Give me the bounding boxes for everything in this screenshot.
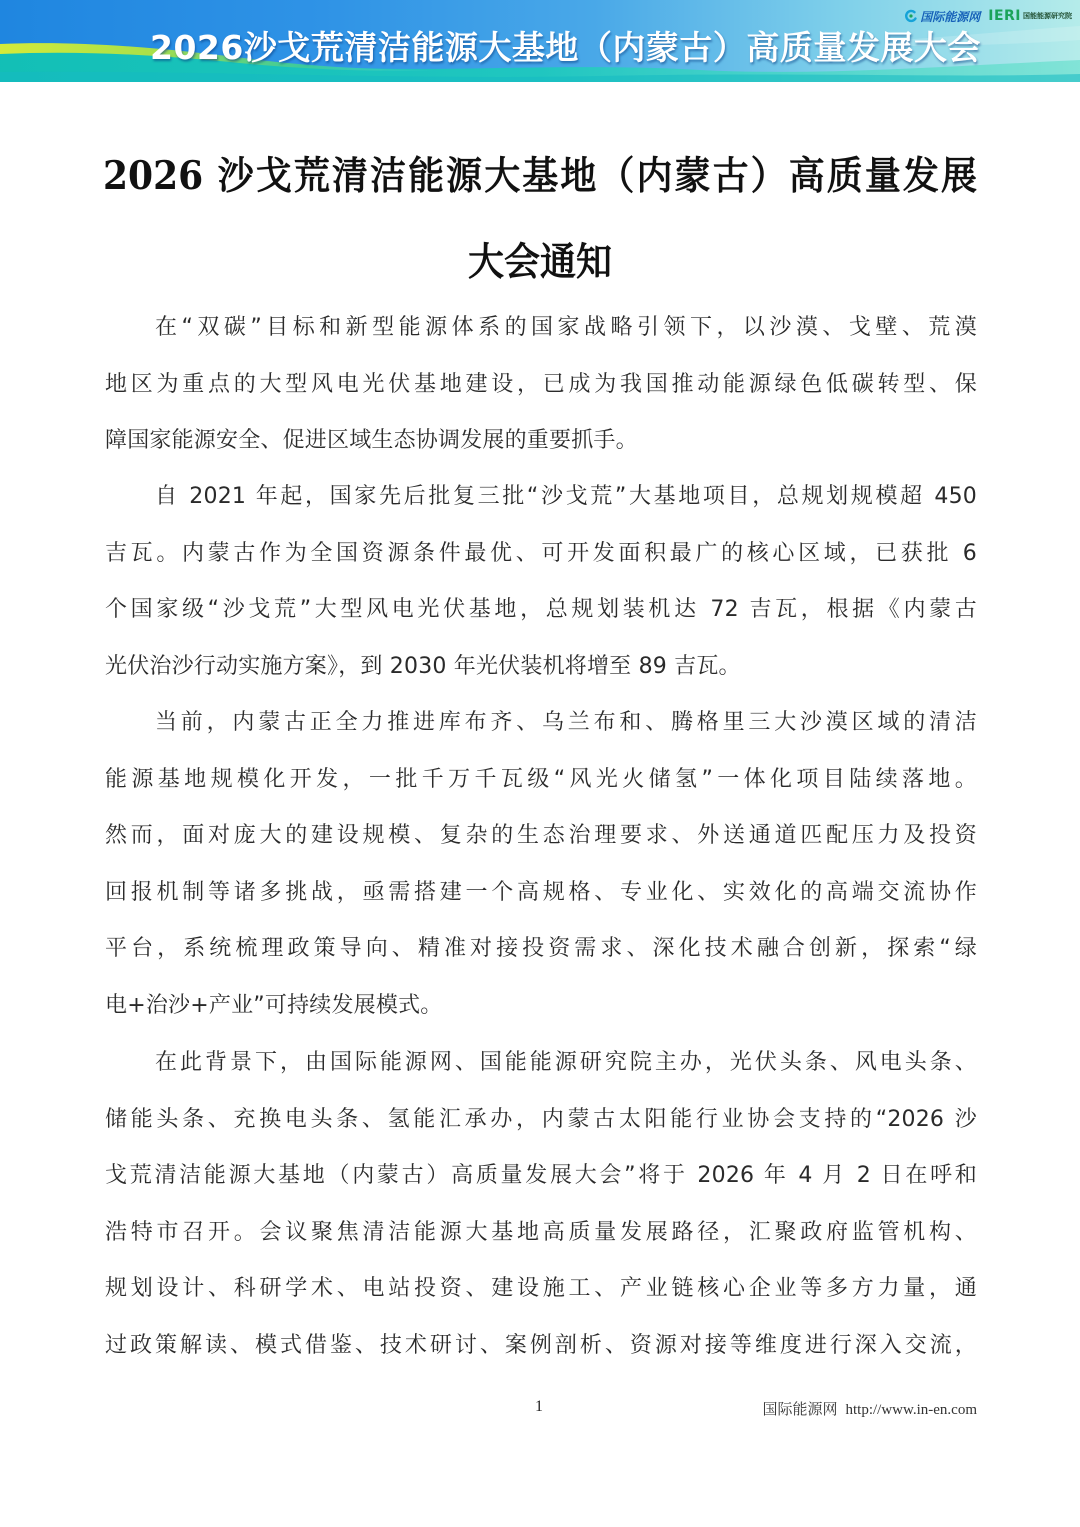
paragraph-line: 回报机制等诸多挑战，亟需搭建一个高规格、专业化、实效化的高端交流协作 xyxy=(105,880,977,905)
conference-banner xyxy=(0,0,1080,82)
paragraph-line: 平台，系统梳理政策导向、精准对接投资需求、深化技术融合创新，探索“绿 xyxy=(105,936,977,961)
document-title-line-1: 2026 沙戈荒清洁能源大基地（内蒙古）高质量发展 xyxy=(103,153,977,199)
paragraph-line: 电+治沙+产业”可持续发展模式。 xyxy=(105,993,443,1018)
ieri-logo-mark: IERI xyxy=(988,8,1021,24)
paragraph-line: 储能头条、充换电头条、氢能汇承办，内蒙古太阳能行业协会支持的“2026 沙 xyxy=(105,1107,977,1132)
paragraph-line: 个国家级“沙戈荒”大型风电光伏基地，总规划装机达 72 吉瓦，根据《内蒙古 xyxy=(105,597,977,622)
organizer-logos xyxy=(904,6,1072,26)
ieri-logo-name: 国能能源研究院 xyxy=(1023,12,1072,20)
paragraph-line: 能源基地规模化开发，一批千万千瓦级“风光火储氢”一体化项目陆续落地。 xyxy=(105,767,977,792)
paragraph-line: 自 2021 年起，国家先后批复三批“沙戈荒”大基地项目，总规划规模超 450 xyxy=(155,484,977,509)
paragraph-line: 吉瓦。内蒙古作为全国资源条件最优、可开发面积最广的核心区域，已获批 6 xyxy=(105,541,977,566)
footer-source-url[interactable]: http://www.in-en.com xyxy=(845,1402,977,1418)
inen-logo xyxy=(904,8,980,25)
inen-swirl-icon xyxy=(904,9,918,23)
paragraph-line: 然而，面对庞大的建设规模、复杂的生态治理要求、外送通道匹配压力及投资 xyxy=(105,823,977,848)
document-title-line-2: 大会通知 xyxy=(467,239,612,285)
inen-logo-text: 国际能源网 xyxy=(920,9,981,24)
paragraph-line: 当前，内蒙古正全力推进库布齐、乌兰布和、腾格里三大沙漠区域的清洁 xyxy=(155,710,977,735)
ieri-logo xyxy=(988,8,1072,24)
paragraph-line: 地区为重点的大型风电光伏基地建设，已成为我国推动能源绿色低碳转型、保 xyxy=(105,372,977,397)
page-number: 1 xyxy=(535,1398,543,1415)
paragraph-line: 在此背景下，由国际能源网、国能能源研究院主办，光伏头条、风电头条、 xyxy=(155,1050,977,1075)
paragraph-line: 戈荒清洁能源大基地（内蒙古）高质量发展大会”将于 2026 年 4 月 2 日在呼和 xyxy=(105,1163,977,1188)
footer-source-name: 国际能源网 xyxy=(762,1402,838,1418)
banner-title: 2026沙戈荒清洁能源大基地（内蒙古）高质量发展大会 xyxy=(150,28,981,67)
paragraph-line: 光伏治沙行动实施方案》，到 2030 年光伏装机将增至 89 吉瓦。 xyxy=(105,654,741,679)
paragraph-line: 规划设计、科研学术、电站投资、建设施工、产业链核心企业等多方力量，通 xyxy=(105,1276,977,1301)
paragraph-line: 过政策解读、模式借鉴、技术研讨、案例剖析、资源对接等维度进行深入交流， xyxy=(105,1333,977,1358)
paragraph-line: 障国家能源安全、促进区域生态协调发展的重要抓手。 xyxy=(105,428,638,453)
paragraph-line: 浩特市召开。会议聚焦清洁能源大基地高质量发展路径，汇聚政府监管机构、 xyxy=(105,1220,977,1245)
paragraph-line: 在“双碳”目标和新型能源体系的国家战略引领下，以沙漠、戈壁、荒漠 xyxy=(155,315,977,340)
footer-source xyxy=(762,1398,977,1419)
